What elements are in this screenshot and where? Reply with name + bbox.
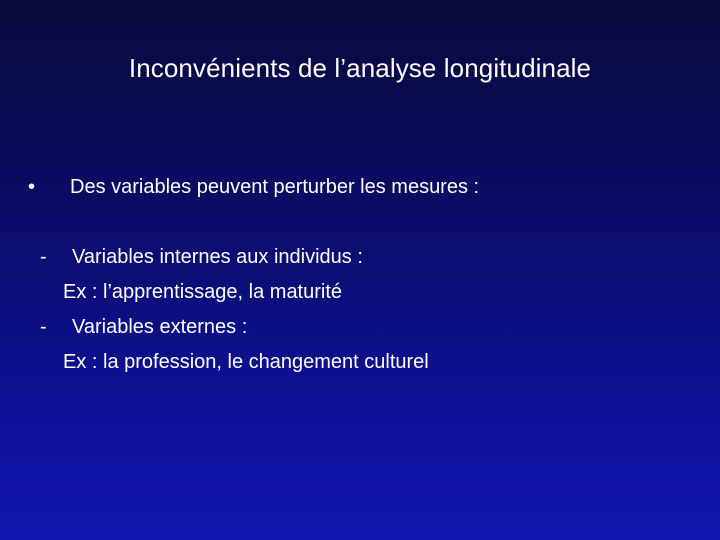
bullet-point [28,173,479,201]
dash-item-label: Variables internes aux individus : [72,246,363,268]
dash-marker: - [40,316,47,338]
example-external: Ex : la profession, le changement culturel [63,351,429,373]
slide-title: Inconvénients de l’analyse longitudinale [128,53,592,83]
example-internal: Ex : l’apprentissage, la maturité [63,281,343,303]
dash-list [40,240,429,380]
dash-item-external [40,310,429,345]
bullet-text: Des variables peuvent perturber les mesures : [70,176,480,198]
dash-item-label: Variables externes : [72,316,248,338]
dash-item-internal [40,240,429,275]
dash-marker: - [40,246,47,268]
bullet-marker: • [28,176,36,198]
